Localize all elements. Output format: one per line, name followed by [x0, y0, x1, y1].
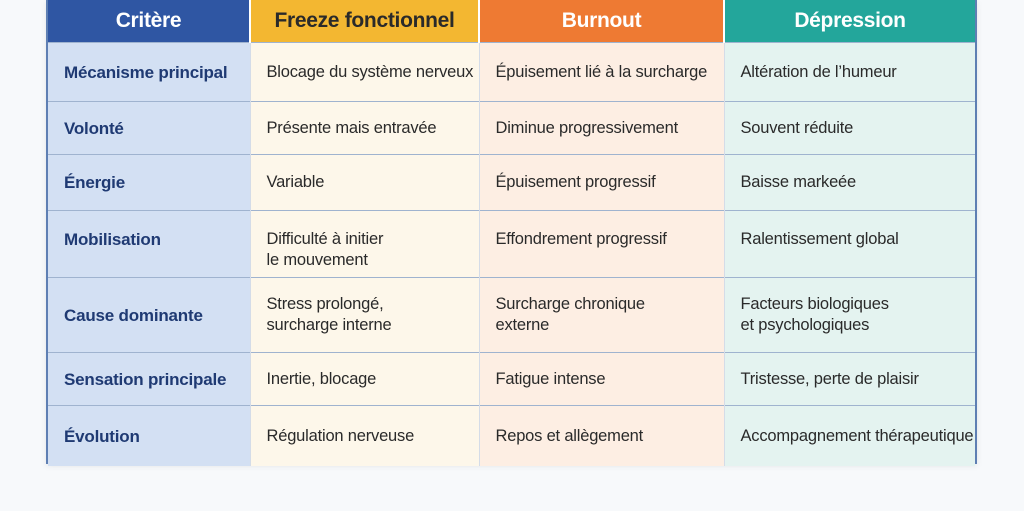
cell-line: Fatigue intense: [495, 369, 606, 388]
depression-cell: [724, 353, 975, 406]
freeze-cell: [250, 102, 479, 155]
criterion-cell: Cause dominante: [48, 278, 250, 353]
cell-line: Blocage du système nerveux: [266, 62, 474, 81]
criterion-cell: Mobilisation: [48, 211, 250, 278]
cell-line: et psychologiques: [740, 316, 870, 334]
cell-line: Souvent réduite: [740, 118, 854, 137]
comparison-table-frame: [46, 0, 977, 464]
cell-line: Ralentissement global: [740, 230, 899, 248]
burnout-cell: [479, 155, 724, 211]
depression-cell: [724, 155, 975, 211]
cell-line: Stress prolongé,: [266, 295, 384, 313]
table-row: [48, 406, 975, 467]
cell-line: Présente mais entravée: [266, 118, 437, 137]
cell-line: Difficulté à initier: [266, 230, 384, 248]
freeze-cell: [250, 278, 479, 353]
cell-line: Repos et allègement: [495, 426, 644, 445]
header-criterion: Critère: [48, 0, 250, 43]
header-row: [48, 0, 975, 43]
cell-line: Épuisement lié à la surcharge: [495, 62, 708, 81]
cell-line: Facteurs biologiques: [740, 295, 889, 313]
cell-line: surcharge interne: [266, 316, 392, 334]
cell-line: Effondrement progressif: [495, 230, 667, 248]
burnout-cell: [479, 406, 724, 467]
freeze-cell: [250, 43, 479, 102]
freeze-cell: [250, 406, 479, 467]
criterion-cell: Volonté: [48, 102, 250, 155]
depression-cell: [724, 278, 975, 353]
cell-line: Épuisement progressif: [495, 173, 656, 191]
cell-line: Régulation nerveuse: [266, 426, 415, 445]
header-freeze: Freeze fonctionnel: [250, 0, 479, 43]
cell-line: Tristesse, perte de plaisir: [740, 369, 919, 388]
cell-line: Baisse markeée: [740, 173, 857, 191]
cell-line: Altération de l’humeur: [740, 62, 897, 81]
table-row: [48, 353, 975, 406]
burnout-cell: [479, 278, 724, 353]
cell-line: Inertie, blocage: [266, 369, 377, 388]
table-row: [48, 155, 975, 211]
header-burnout: Burnout: [479, 0, 724, 43]
comparison-table: [48, 0, 975, 466]
burnout-cell: [479, 211, 724, 278]
burnout-cell: [479, 43, 724, 102]
cell-line: Accompagnement thérapeutique: [740, 426, 974, 445]
freeze-cell: [250, 211, 479, 278]
burnout-cell: [479, 353, 724, 406]
criterion-cell: Mécanisme principal: [48, 43, 250, 102]
criterion-cell: Sensation principale: [48, 353, 250, 406]
depression-cell: [724, 406, 975, 467]
cell-line: externe: [495, 316, 550, 334]
criterion-cell: Énergie: [48, 155, 250, 211]
depression-cell: [724, 43, 975, 102]
cell-line: Surcharge chronique: [495, 295, 645, 313]
table-row: [48, 43, 975, 102]
freeze-cell: [250, 353, 479, 406]
table-row: [48, 211, 975, 278]
cell-line: Diminue progressivement: [495, 118, 678, 137]
burnout-cell: [479, 102, 724, 155]
cell-line: Variable: [266, 173, 325, 191]
table-row: [48, 102, 975, 155]
depression-cell: [724, 102, 975, 155]
header-depression: Dépression: [724, 0, 975, 43]
depression-cell: [724, 211, 975, 278]
freeze-cell: [250, 155, 479, 211]
criterion-cell: Évolution: [48, 406, 250, 467]
table-row: [48, 278, 975, 353]
cell-line: le mouvement: [266, 251, 368, 269]
